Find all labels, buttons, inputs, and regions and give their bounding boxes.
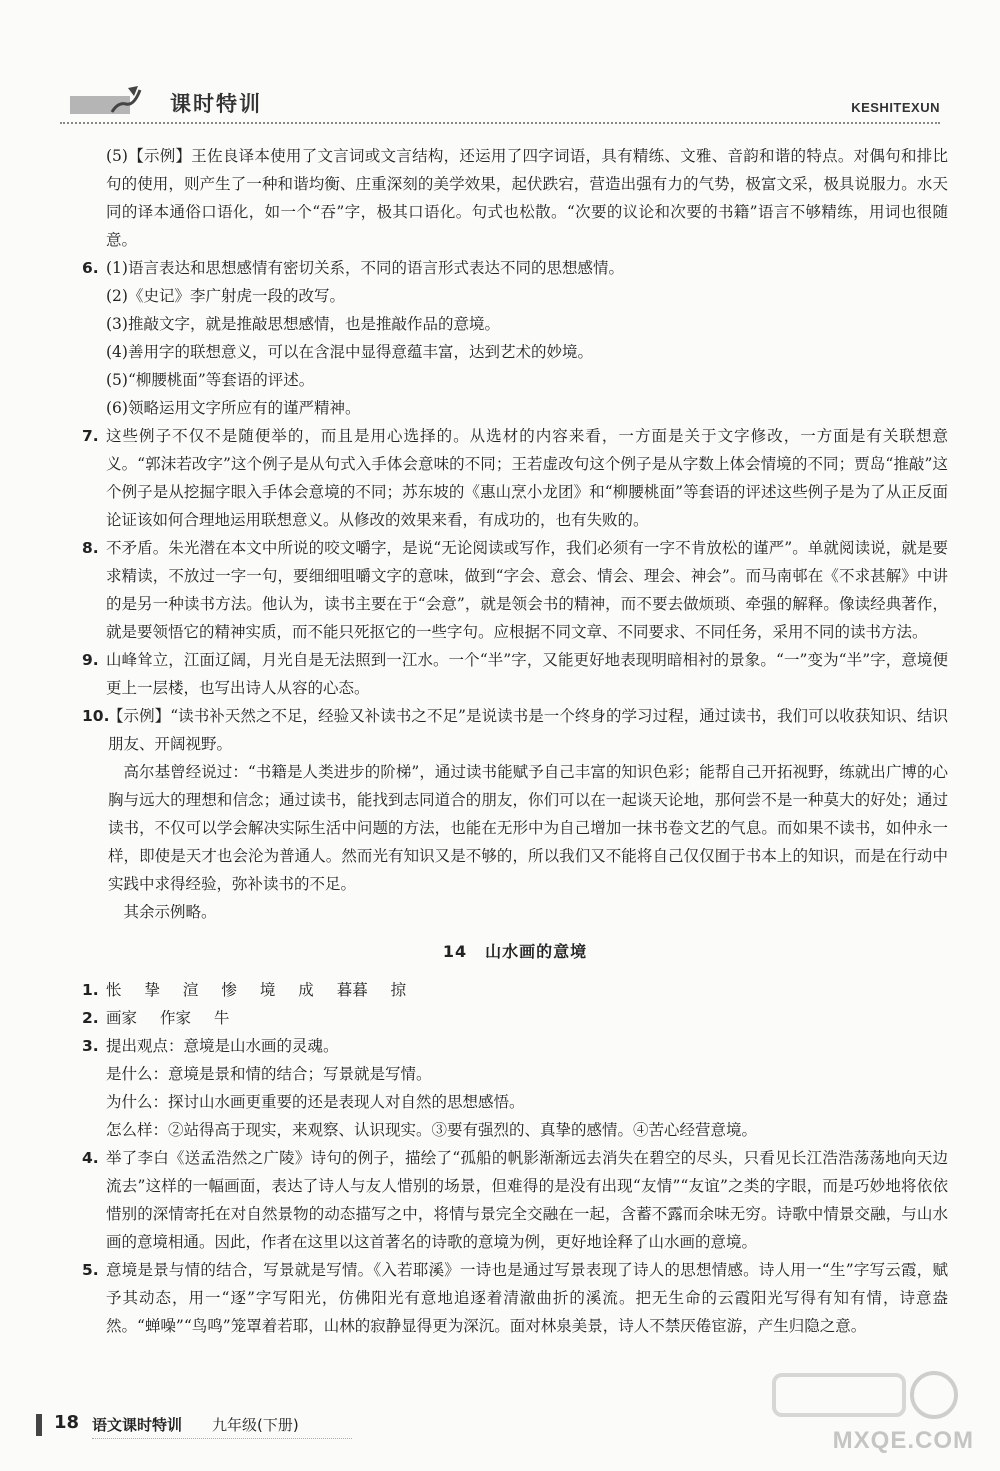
s-question-5 <box>82 1256 948 1340</box>
book-title: 语文课时特训 <box>92 1416 183 1434</box>
question-number: 9. <box>82 651 99 669</box>
section-title <box>82 938 948 966</box>
q7-answer: 这些例子不仅不是随便举的，而且是用心选择的。从选材的内容来看，一方面是关于文字修改，一方面是有关联想意义。“郭沫若改字”这个例子是从句式入手体会意味的不同；王若虚改句这个例子是从字数上体会情境的不同；贾岛“推敲”这个例子是从挖掘字眼入手体会意境的不同；苏东坡的《惠山烹小龙团》和“柳腰桃面”等套语的评述这些例子是为了从正反面论证该如何合理地运用联想意义。从修改的效果来看，有成功的，也有失败的。 <box>106 427 948 529</box>
q8-answer: 不矛盾。朱光潜在本文中所说的咬文嚼字，是说“无论阅读或写作，我们必须有一字不肯放松的谨严”。单就阅读说，就是要求精读，不放过一字一句，要细细咀嚼文字的意味，做到“字会、意会、情会、理会、神会”。而马南邨在《不求甚解》中讲的是另一种读书方法。他认为，读书主要在于“会意”，就是领会书的精神，而不要去做烦琐、牵强的解释。像读经典著作，就是要领悟它的精神实质，而不能只死抠它的一些字句。应根据不同文章、不同要求、不同任务，采用不同的读书方法。 <box>106 539 948 641</box>
answer-content <box>82 142 948 1340</box>
s3-line-2: 是什么：意境是景和情的结合；写景就是写情。 <box>106 1065 432 1083</box>
term: 牛 <box>213 1009 230 1027</box>
term-list <box>106 976 948 1004</box>
header-divider <box>60 122 940 124</box>
footer-divider <box>92 1438 352 1439</box>
question-number: 10. <box>82 707 110 725</box>
q10-paragraph: 高尔基曾经说过：“书籍是人类进步的阶梯”，通过读书能赋予自己丰富的知识色彩；能帮自己开拓视野，练就出广博的心胸与远大的理想和信念；通过读书，能找到志同道合的朋友，你们可以在一起谈天论地，那何尝不是一种莫大的好处；通过读书，不仅可以学会解决实际生活中问题的方法，也能在无形中为自己增加一抹书卷文艺的气息。而如果不读书，如仲永一样，即使是天才也会沦为普通人。然而光有知识又是不够的，所以我们又不能将自己仅仅囿于书本上的知识，而是在行动中实践中求得经验，弥补读书的不足。 <box>108 763 948 893</box>
q6-item-1: (1)语言表达和思想感情有密切关系，不同的语言形式表达不同的思想感情。 <box>106 259 624 277</box>
section-name: 山水画的意境 <box>485 942 588 961</box>
question-number: 6. <box>82 259 99 277</box>
s5-answer: 意境是景与情的结合，写景就是写情。《入若耶溪》一诗也是通过写景表现了诗人的思想情感。诗人用一“生”字写云霞，赋予其动态，用一“逐”字写阳光，仿佛阳光有意地追逐着清澈曲折的溪流。把无生命的云霞阳光写得有知有情，诗意盎然。“蝉噪”“鸟鸣”笼罩着若耶，山林的寂静显得更为深沉。面对林泉美景，诗人不禁厌倦宦游，产生归隐之意。 <box>106 1261 948 1335</box>
grade-label: 九年级(下册) <box>212 1416 299 1434</box>
s-question-1 <box>82 976 948 1004</box>
s-question-2 <box>82 1004 948 1032</box>
term: 作家 <box>159 1009 191 1027</box>
term: 暮暮 <box>336 981 368 999</box>
question-number: 5. <box>82 1261 99 1279</box>
q6-item-2: (2)《史记》李广射虎一段的改写。 <box>106 287 345 305</box>
term: 掠 <box>390 981 407 999</box>
term-list <box>106 1004 948 1032</box>
term: 惨 <box>221 981 237 999</box>
q10-answer: 【示例】“读书补天然之不足，经验又补读书之不足”是说读书是一个终身的学习过程，通过读书，我们可以收获知识、结识朋友、开阔视野。 <box>108 707 948 753</box>
term: 成 <box>298 981 314 999</box>
question-number: 1. <box>82 981 99 999</box>
q6-item-6: (6)领略运用文字所应有的谨严精神。 <box>106 399 361 417</box>
term: 境 <box>259 981 276 999</box>
page-number: 18 <box>54 1412 80 1433</box>
watermark <box>764 1365 974 1455</box>
s3-line-3: 为什么：探讨山水画更重要的还是表现人对自然的思想感悟。 <box>106 1093 525 1111</box>
pen-logo-icon <box>108 82 144 118</box>
term: 挚 <box>144 981 160 999</box>
page-footer <box>36 1410 356 1440</box>
footer-decor-bar <box>36 1414 42 1436</box>
q9-answer: 山峰耸立，江面辽阔，月光自是无法照到一江水。一个“半”字，又能更好地表现明暗相衬的景象。“一”变为“半”字，意境便更上一层楼，也写出诗人从容的心态。 <box>106 651 948 697</box>
q6-item-5: (5)“柳腰桃面”等套语的评述。 <box>106 371 315 389</box>
s-question-4 <box>82 1144 948 1256</box>
question-number: 2. <box>82 1009 99 1027</box>
question-number: 7. <box>82 427 99 445</box>
s3-line-1: 提出观点：意境是山水画的灵魂。 <box>106 1037 339 1055</box>
question-6 <box>82 254 948 422</box>
term: 画家 <box>106 1009 138 1027</box>
question-8 <box>82 534 948 646</box>
s3-line-4: 怎么样：②站得高于现实，来观察、认识现实。③要有强烈的、真挚的感情。④苦心经营意境。 <box>106 1121 758 1139</box>
question-number: 3. <box>82 1037 99 1055</box>
term: 怅 <box>106 981 122 999</box>
watermark-logo-icon <box>764 1365 964 1425</box>
q6-item-4: (4)善用字的联想意义，可以在含混中显得意蕴丰富，达到艺术的妙境。 <box>106 343 593 361</box>
question-number: 4. <box>82 1149 99 1167</box>
q10-rest: 其余示例略。 <box>123 903 217 921</box>
header-pinyin: KESHITEXUN <box>851 100 940 115</box>
q5-continuation: (5)【示例】王佐良译本使用了文言词或文言结构，还运用了四字词语，具有精练、文雅、音韵和谐的特点。对偶句和排比句的使用，则产生了一种和谐均衡、庄重深刻的美学效果，起伏跌宕，营造出强有力的气势，极富文采，极具说服力。水天同的译本通俗口语化，如一个“吞”字，极其口语化。句式也松散。“次要的议论和次要的书籍”语言不够精练，用词也很随意。 <box>106 147 948 249</box>
question-number: 8. <box>82 539 99 557</box>
q6-item-3: (3)推敲文字，就是推敲思想感情，也是推敲作品的意境。 <box>106 315 500 333</box>
s4-answer: 举了李白《送孟浩然之广陵》诗句的例子，描绘了“孤船的帆影渐渐远去消失在碧空的尽头，只看见长江浩浩荡荡地向天边流去”这样的一幅画面，表达了诗人与友人惜别的场景，但难得的是没有出现“友情”“友谊”之类的字眼，而是巧妙地将依依惜别的深情寄托在对自然景物的动态描写之中，将情与景完全交融在一起，含蓄不露而余味无穷。诗歌中情景交融，与山水画的意境相通。因此，作者在这里以这首著名的诗歌的意境为例，更好地诠释了山水画的意境。 <box>106 1149 948 1251</box>
question-9 <box>82 646 948 702</box>
header-title: 课时特训 <box>170 92 262 116</box>
watermark-text: MXQE.COM <box>832 1427 974 1454</box>
question-7 <box>82 422 948 534</box>
page-header <box>60 78 940 130</box>
section-number: 14 <box>442 942 468 961</box>
term: 渲 <box>182 981 199 999</box>
question-10 <box>82 702 948 926</box>
s-question-3 <box>82 1032 948 1144</box>
